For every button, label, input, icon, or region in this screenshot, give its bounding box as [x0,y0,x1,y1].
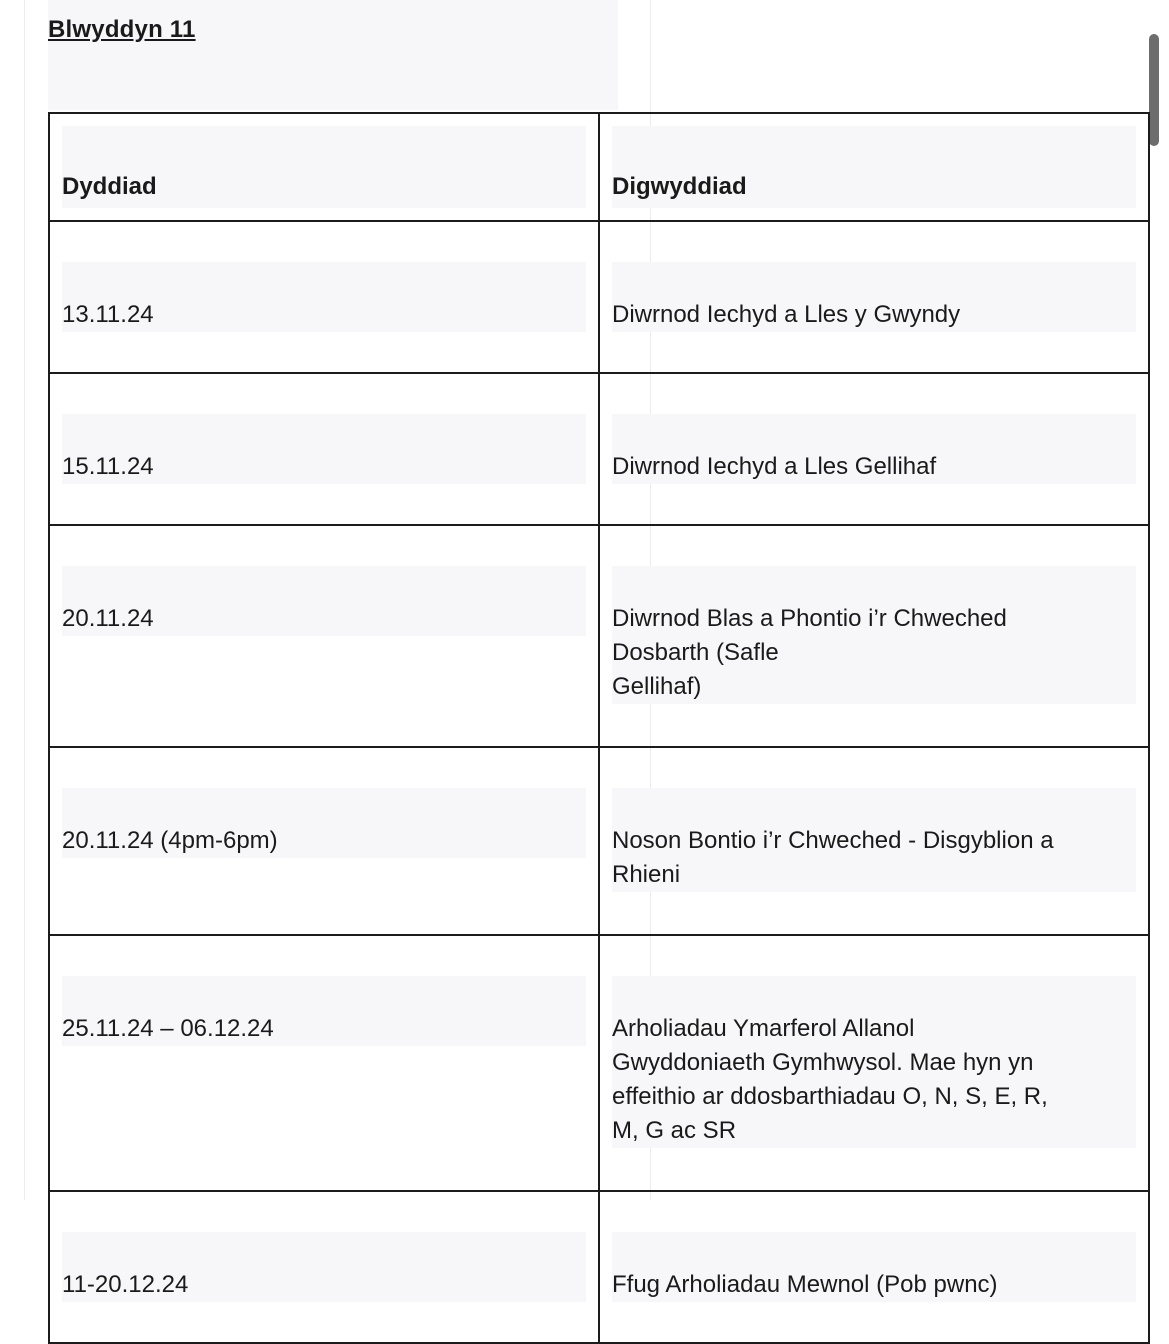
table-row [49,935,1149,1191]
event-cell [599,935,1149,1191]
table-header-row [49,113,1149,221]
table-row [49,1191,1149,1343]
table-row [49,525,1149,747]
date-text: 11-20.12.24 [62,1232,586,1302]
event-text: Arholiadau Ymarferol Allanol Gwyddoniaeth Gymhwysol. Mae hyn yn effeithio ar ddosbarthiadau O, N, S, E, R, M, G ac SR [612,976,1136,1148]
event-text: Diwrnod Iechyd a Lles y Gwyndy [612,262,1136,332]
event-text: Diwrnod Iechyd a Lles Gellihaf [612,414,1136,484]
event-cell [599,1191,1149,1343]
date-text: 15.11.24 [62,414,586,484]
header-cell-date [49,113,599,221]
header-cell-event [599,113,1149,221]
header-label-event: Digwyddiad [612,126,1136,208]
date-text: 20.11.24 (4pm-6pm) [62,788,586,858]
event-cell [599,373,1149,525]
date-cell [49,935,599,1191]
date-text: 20.11.24 [62,566,586,636]
page-heading[interactable]: Blwyddyn 11 [48,16,196,43]
event-cell [599,525,1149,747]
table-row [49,221,1149,373]
header-label-date: Dyddiad [62,126,586,208]
date-cell [49,373,599,525]
date-cell [49,1191,599,1343]
date-text: 13.11.24 [62,262,586,332]
schedule-table [48,112,1150,1344]
date-text: 25.11.24 – 06.12.24 [62,976,586,1046]
event-text: Noson Bontio i’r Chweched - Disgyblion a Rhieni [612,788,1136,892]
date-cell [49,525,599,747]
event-cell [599,221,1149,373]
date-cell [49,221,599,373]
date-cell [49,747,599,935]
event-text: Diwrnod Blas a Phontio i’r Chweched Dosbarth (Safle Gellihaf) [612,566,1136,704]
scrollbar[interactable] [1149,34,1159,146]
event-cell [599,747,1149,935]
table-row [49,747,1149,935]
table-row [49,373,1149,525]
guide-line [24,0,25,1200]
event-text: Ffug Arholiadau Mewnol (Pob pwnc) [612,1232,1136,1302]
